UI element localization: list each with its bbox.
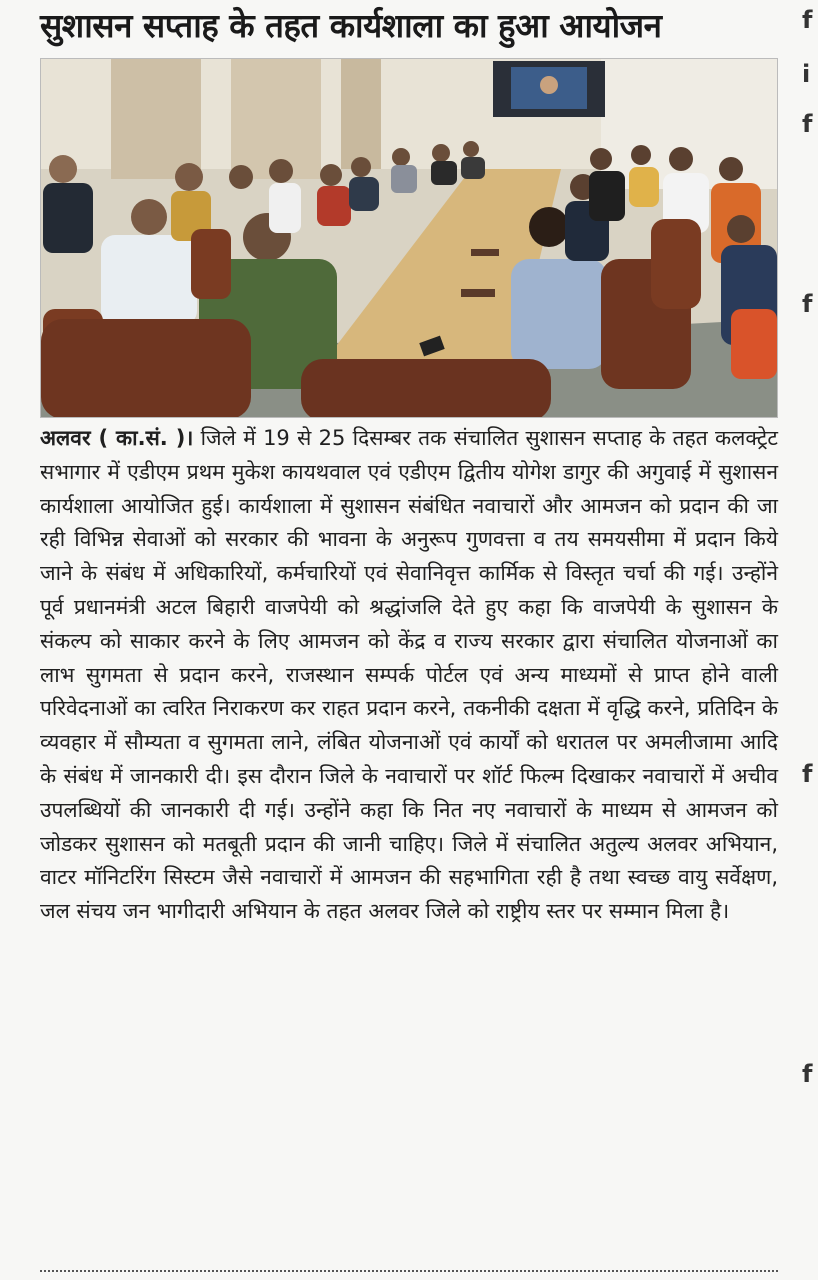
article-headline: सुशासन सप्ताह के तहत कार्यशाला का हुआ आयोजन (40, 6, 662, 45)
column-end-rule (40, 1270, 778, 1272)
article-body (40, 422, 778, 929)
fragment: f (802, 290, 813, 318)
adjacent-column-edge (796, 0, 818, 1280)
fragment: f (802, 110, 813, 138)
meeting-hall-photo (40, 58, 778, 418)
fragment: i (802, 60, 811, 88)
article-dateline: अलवर ( का.सं. )। (40, 426, 194, 450)
article-text: जिले में 19 से 25 दिसम्बर तक संचालित सुशासन सप्ताह के तहत कलक्ट्रेट सभागार में एडीएम प्रथम मुकेश कायथवाल एवं एडीएम द्वितीय योगेश डागुर की अगुवाई में सुशासन कार्यशाला आयोजित हुई। कार्यशाला में सुशासन संबंधित नवाचारों और आमजन को प्रदान की जा रही विभिन्न सेवाओं को सरकार की भावना के अनुरूप गुणवत्ता व तय समयसीमा में प्रदान किये जाने के संबंध में अधिकारियों, कर्मचारियों एवं सेवानिवृत्त कार्मिक से विस्तृत चर्चा की गई। उन्होंने पूर्व प्रधानमंत्री अटल बिहारी वाजपेयी को श्रद्धांजलि देते हुए कहा कि वाजपेयी के सुशासन के संकल्प को साकार करने के लिए आमजन को केंद्र व राज्य सरकार द्वारा संचालित योजनाओं का लाभ सुगमता से प्रदान करने, राजस्थान सम्पर्क पोर्टल एवं अन्य माध्यमों से प्राप्त होने वाली परिवेदनाओं का त्वरित निराकरण कर राहत प्रदान करने, तकनीकी दक्षता में वृद्धि करने, प्रतिदिन के व्यवहार में सौम्यता व सुगमता लाने, लंबित योजनाओं एवं कार्यों को धरातल पर अमलीजामा आदि के संबंध में जानकारी दी। इस दौरान जिले के नवाचारों पर शॉर्ट फिल्म दिखाकर नवाचारों में अचीव उपलब्धियों की जानकारी दी गई। उन्होंने कहा कि नित नए नवाचारों के माध्यम से आमजन को जोडकर सुशासन को मतबूती प्रदान की जानी चाहिए। जिले में संचालित अतुल्य अलवर अभियान, वाटर मॉनिटरिंग सिस्टम जैसे नवाचारों में आमजन की सहभागिता रही है तथा स्वच्छ वायु सर्वेक्षण, जल संचय जन भागीदारी अभियान के तहत अलवर जिले को राष्ट्रीय स्तर पर सम्मान मिला है। (40, 426, 779, 924)
fragment: f (802, 760, 813, 788)
fragment: f (802, 1060, 813, 1088)
fragment: f (802, 6, 813, 34)
